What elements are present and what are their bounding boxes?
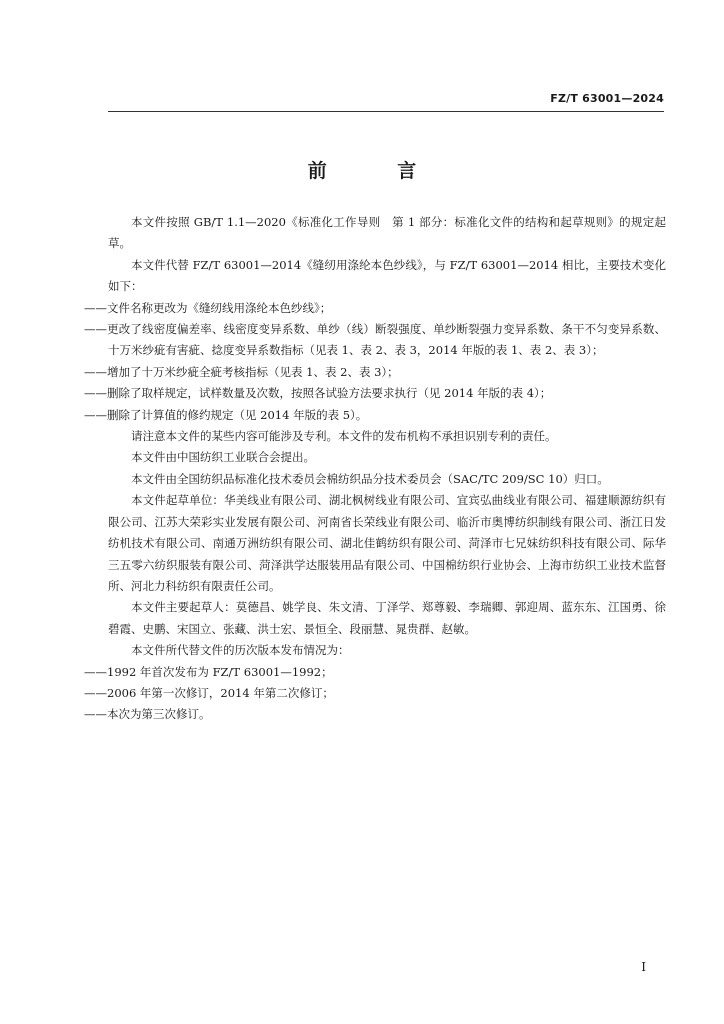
paragraph-committee: 本文件由全国纺织品标准化技术委员会棉纺织品分技术委员会（SAC/TC 209/SC 10）归口。 xyxy=(131,471,609,486)
page-title: 前 言 xyxy=(307,160,449,182)
page-number: I xyxy=(641,960,646,974)
paragraph-patent-notice: 请注意本文件的某些内容可能涉及专利。本文件的发布机构不承担识别专利的责任。 xyxy=(131,429,557,444)
header-rule xyxy=(108,111,664,112)
document-body xyxy=(84,212,666,726)
paragraph-drafting-basis: 本文件按照 GB/T 1.1—2020《标准化工作导则 第 1 部分：标准化文件的结构和起草规则》的规定起草。 xyxy=(108,215,666,251)
paragraph-replacement: 本文件代替 FZ/T 63001—2014《缝纫用涤纶本色纱线》，与 FZ/T 63001—2014 相比，主要技术变化如下： xyxy=(108,257,666,294)
paragraph-drafters: 本文件主要起草人：莫德昌、姚学良、朱文清、丁泽学、郑尊毅、李瑞卿、郭迎周、蓝东东、江国勇、徐碧霞、史鹏、宋国立、张藏、洪士宏、景恒全、段丽慧、晁贵群、赵敏。 xyxy=(108,600,666,636)
paragraph-version-history: 本文件所代替文件的历次版本发布情况为： xyxy=(131,643,350,658)
standard-code: FZ/T 63001—2024 xyxy=(550,92,664,105)
change-item: ——删除了计算值的修约规定（见 2014 年版的表 5）。 xyxy=(84,407,368,422)
history-item: ——2006 年第一次修订，2014 年第二次修订； xyxy=(84,685,334,700)
change-item: ——增加了十万米纱疵全疵考核指标（见表 1、表 2、表 3）； xyxy=(84,364,399,379)
paragraph-drafting-units: 本文件起草单位：华美线业有限公司、湖北枫树线业有限公司、宜宾弘曲线业有限公司、福建顺源纺织有限公司、江苏大荣彩实业发展有限公司、河南省长荣线业有限公司、临沂市奥博纺织制线有限公司、浙江日发纺机技术有限公司、南通万洲纺织有限公司、湖北佳鹤纺织有限公司、菏泽市七兄妹纺织科技有限公司、际华三五零六纺织服装有限公司、菏泽洪学达服装用品有限公司、中国棉纺织行业协会、上海市纺织工业技术监督所、河北力科纺织有限责任公司。 xyxy=(108,493,666,593)
paragraph-proposer: 本文件由中国纺织工业联合会提出。 xyxy=(131,450,315,465)
change-item: ——文件名称更改为《缝纫线用涤纶本色纱线》； xyxy=(84,300,332,315)
change-item: ——更改了线密度偏差率、线密度变异系数、单纱（线）断裂强度、单纱断裂强力变异系数、条干不匀变异系数、十万米纱疵有害疵、捻度变异系数指标（见表 1、表 2、表 3，2014 年版的表 1、表 2、表 3）； xyxy=(84,322,666,358)
history-item: ——1992 年首次发布为 FZ/T 63001—1992； xyxy=(84,664,333,679)
change-item: ——删除了取样规定，试样数量及次数，按照各试验方法要求执行（见 2014 年版的表 4）； xyxy=(84,386,552,401)
history-item: ——本次为第三次修订。 xyxy=(84,707,211,722)
